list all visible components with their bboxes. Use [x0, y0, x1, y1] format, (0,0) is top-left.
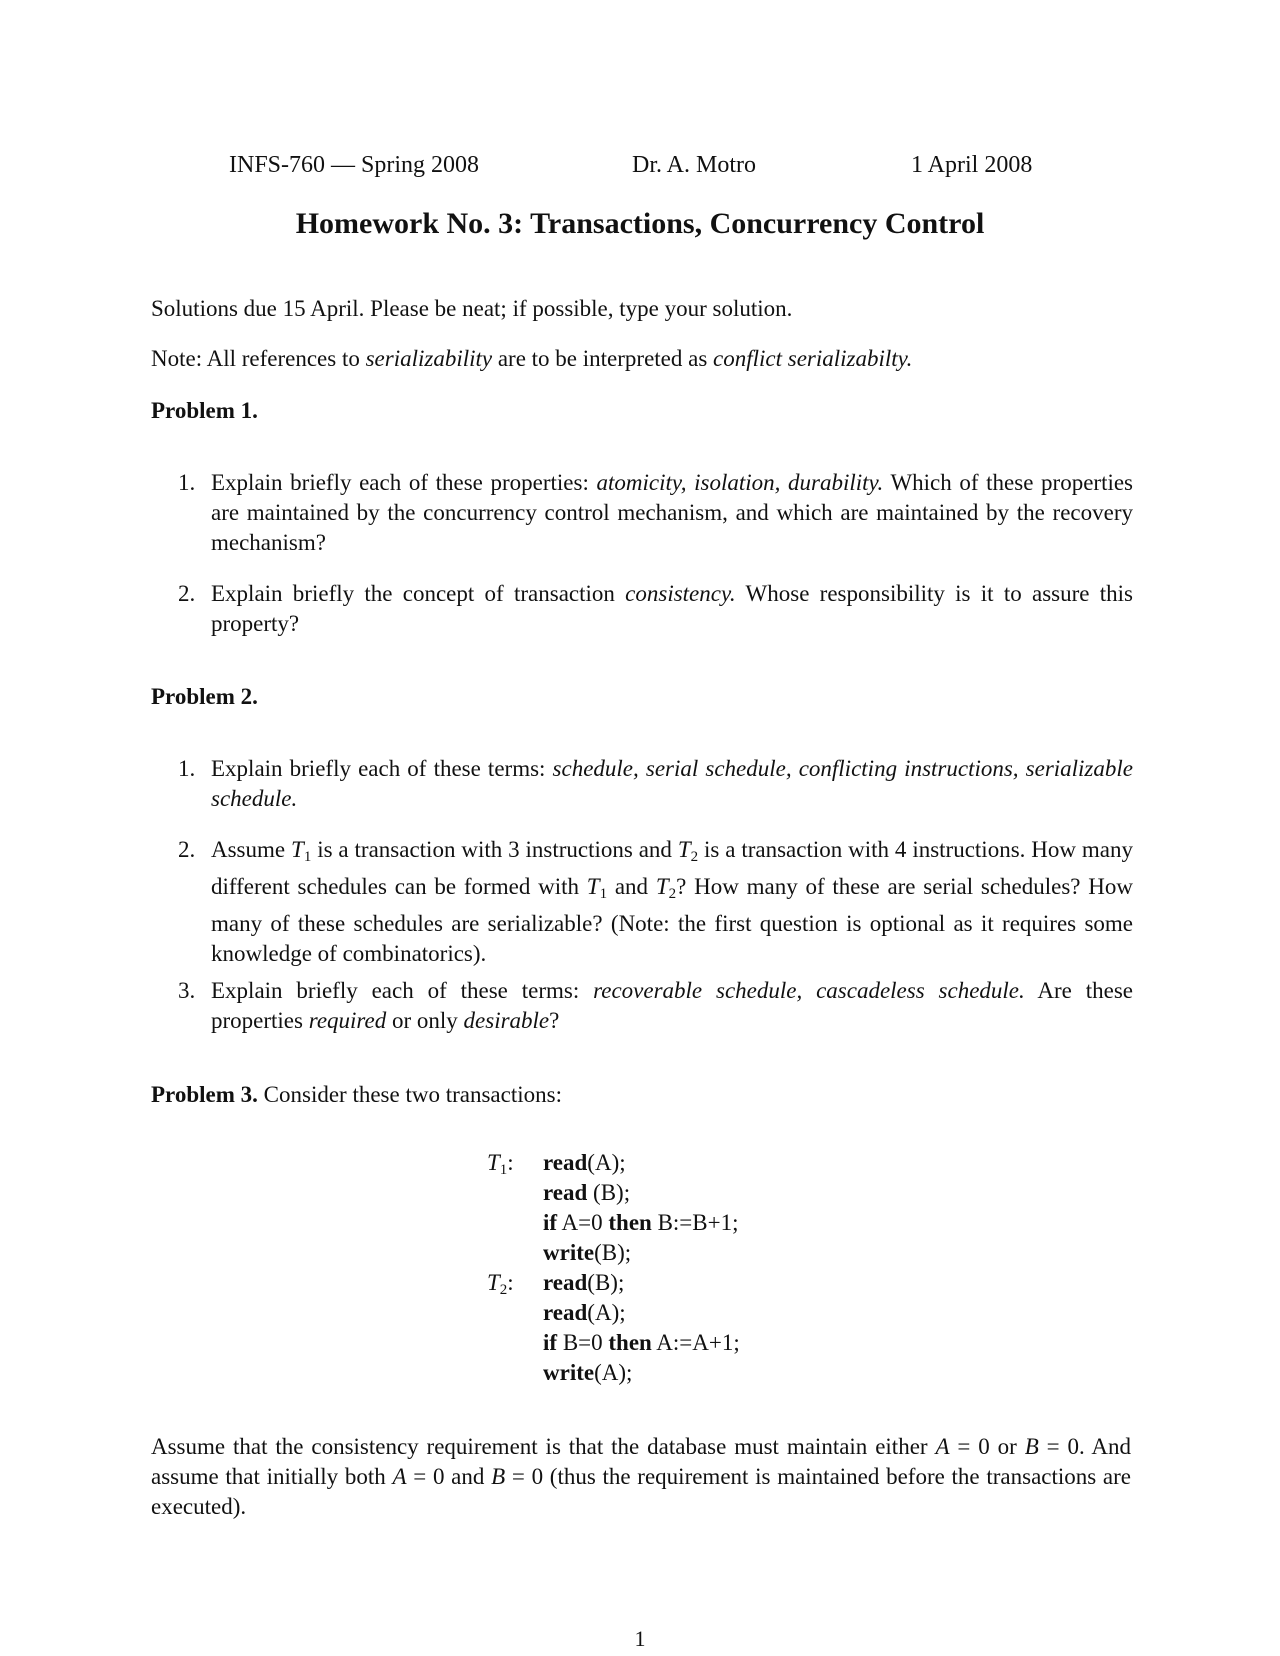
- var-t: T: [586, 874, 600, 899]
- item-number: 2.: [178, 581, 196, 606]
- t1-line-3: [543, 1208, 738, 1238]
- keyword: write: [543, 1240, 595, 1265]
- para-text: Assume that the consistency requirement is that the database must maintain either: [151, 1434, 936, 1459]
- problem-1-heading: Problem 1.: [151, 398, 258, 423]
- problem-2-item-3: [178, 976, 1133, 1036]
- keyword: read: [543, 1270, 588, 1295]
- t2-line-1: [543, 1268, 624, 1298]
- item-text: Whose responsibility is it to assure this property?: [211, 581, 1133, 636]
- var-t: T: [291, 837, 304, 862]
- transactions-code: [487, 1148, 907, 1388]
- note-text-2: are to be interpreted as: [492, 346, 714, 371]
- var-b: B: [1024, 1434, 1039, 1459]
- problem-1-item-2: [178, 579, 1133, 639]
- t2-line-3: [543, 1328, 740, 1358]
- item-text: Explain briefly each of these properties:: [211, 470, 597, 495]
- problem-3-heading: [151, 1080, 1131, 1110]
- code-text: (B);: [587, 1270, 625, 1295]
- t2-colon: :: [507, 1270, 514, 1295]
- item-text: is a transaction with 4 instructions. How many different schedules can be formed with: [211, 837, 1133, 899]
- problem-2-item-2: [178, 835, 1133, 969]
- var-a: A: [935, 1434, 950, 1459]
- t1-colon: :: [507, 1150, 514, 1175]
- t2-label: [487, 1268, 537, 1305]
- problem-3-label: Problem 3.: [151, 1082, 258, 1107]
- course-label: INFS-760 — Spring 2008: [229, 152, 480, 178]
- para-text: = 0 and: [406, 1464, 492, 1489]
- note-term-2: conflict serializabilty.: [713, 346, 913, 371]
- var-t: T: [677, 837, 691, 862]
- para-text: = 0 (thus the requirement is maintained before the transactions are executed).: [151, 1464, 1132, 1519]
- code-text: (B);: [587, 1180, 631, 1205]
- para-text: = 0 or: [949, 1434, 1025, 1459]
- problem-3-intro: Consider these two transactions:: [257, 1082, 562, 1107]
- code-text: B=0: [557, 1330, 609, 1355]
- var-t: T: [655, 874, 669, 899]
- item-text: Are these properties: [211, 978, 1133, 1033]
- t1-var: T: [487, 1150, 500, 1175]
- item-number: 3.: [178, 978, 196, 1003]
- item-text: Which of these properties are maintained by the concurrency control mechanism, and which are maintained by the recovery mechanism?: [211, 470, 1134, 555]
- item-text: Explain briefly the concept of transaction: [211, 581, 626, 606]
- note-term-1: serializability: [365, 346, 493, 371]
- t1-label: [487, 1148, 537, 1185]
- page-number: 1: [634, 1626, 646, 1651]
- code-text: (A);: [594, 1360, 633, 1385]
- code-text: B:=B+1;: [651, 1210, 739, 1235]
- consistency-paragraph: [151, 1432, 1131, 1522]
- item-emphasis: required: [308, 1008, 387, 1033]
- var-subscript: 1: [303, 849, 312, 865]
- t2-subscript: 2: [499, 1282, 508, 1298]
- item-emphasis: recoverable schedule, cascadeless schedule.: [593, 978, 1025, 1003]
- code-text: (B);: [594, 1240, 632, 1265]
- code-text: A:=A+1;: [651, 1330, 740, 1355]
- item-emphasis: desirable: [463, 1008, 550, 1033]
- item-emphasis: consistency.: [625, 581, 736, 606]
- var-subscript: 2: [690, 849, 699, 865]
- code-text: A=0: [557, 1210, 609, 1235]
- keyword: read: [543, 1300, 588, 1325]
- var-subscript: 1: [599, 886, 608, 902]
- item-text: Explain briefly each of these terms:: [211, 756, 553, 781]
- due-note: Solutions due 15 April. Please be neat; if possible, type your solution.: [151, 296, 793, 321]
- t2-var: T: [487, 1270, 500, 1295]
- keyword: read: [543, 1180, 588, 1205]
- code-text: (A);: [587, 1150, 626, 1175]
- var-b: B: [491, 1464, 506, 1489]
- item-number: 1.: [178, 470, 196, 495]
- item-emphasis: schedule, serial schedule, conflicting instructions, serializable schedule.: [211, 756, 1133, 811]
- t1-subscript: 1: [499, 1162, 508, 1178]
- t1-line-1: [543, 1148, 626, 1178]
- var-subscript: 2: [668, 886, 677, 902]
- document-title: Homework No. 3: Transactions, Concurrency Control: [295, 207, 985, 240]
- t1-line-2: [543, 1178, 630, 1208]
- item-number: 1.: [178, 756, 196, 781]
- t2-line-4: [543, 1358, 632, 1388]
- para-text: = 0. And assume that initially both: [151, 1434, 1131, 1489]
- item-text: ?: [549, 1008, 560, 1033]
- item-number: 2.: [178, 837, 196, 862]
- keyword: read: [543, 1150, 588, 1175]
- keyword: if: [543, 1210, 558, 1235]
- keyword: then: [608, 1330, 652, 1355]
- keyword: then: [608, 1210, 652, 1235]
- keyword: if: [543, 1330, 558, 1355]
- keyword: write: [543, 1360, 595, 1385]
- item-text: ? How many of these are serial schedules? How many of these schedules are serializable? (Note: the first question is optional as it requires some knowledge of combinatorics).: [211, 874, 1133, 966]
- item-text: and: [607, 874, 656, 899]
- problem-2-item-1: [178, 754, 1133, 814]
- var-a: A: [392, 1464, 407, 1489]
- problem-2-heading: Problem 2.: [151, 684, 258, 709]
- item-text: Explain briefly each of these terms:: [211, 978, 594, 1003]
- problem-1-item-1: [178, 468, 1133, 558]
- t1-line-4: [543, 1238, 631, 1268]
- serializability-note: [151, 344, 1131, 374]
- code-text: (A);: [587, 1300, 626, 1325]
- t2-line-2: [543, 1298, 626, 1328]
- item-text: Assume: [211, 837, 292, 862]
- date-label: 1 April 2008: [911, 152, 1033, 178]
- item-text: or only: [386, 1008, 464, 1033]
- item-text: is a transaction with 3 instructions and: [311, 837, 678, 862]
- instructor-label: Dr. A. Motro: [632, 152, 757, 178]
- note-text-1: Note: All references to: [151, 346, 366, 371]
- item-emphasis: atomicity, isolation, durability.: [596, 470, 884, 495]
